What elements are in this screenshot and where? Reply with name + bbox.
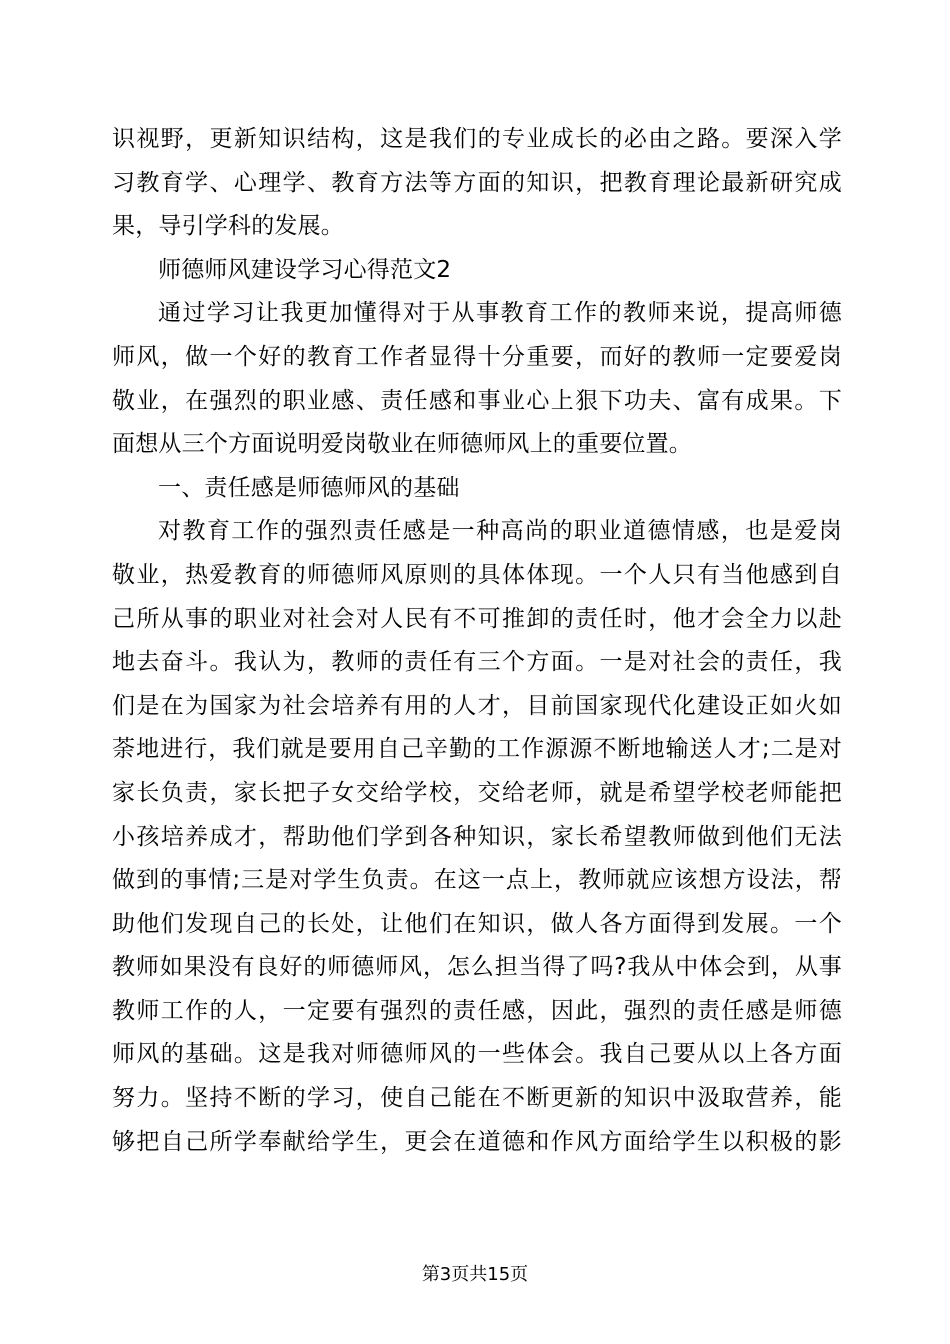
text-line: 识视野，更新知识结构，这是我们的专业成长的必由之路。要深入学 xyxy=(112,126,842,152)
text-line: 果，导引学科的发展。 xyxy=(112,213,344,240)
text-line: 师风的基础。这是我对师德师风的一些体会。我自己要从以上各方面 xyxy=(112,1041,842,1068)
text-line: 们是在为国家为社会培养有用的人才，目前国家现代化建设正如火如 xyxy=(112,692,842,719)
text-line: 努力。坚持不断的学习，使自己能在不断更新的知识中汲取营养，能 xyxy=(112,1085,842,1112)
text-line: 做到的事情;三是对学生负责。在这一点上，教师就应该想方设法，帮 xyxy=(112,867,842,894)
text-line: 教师工作的人，一定要有强烈的责任感，因此，强烈的责任感是师德 xyxy=(112,997,842,1024)
text-line: 地去奋斗。我认为，教师的责任有三个方面。一是对社会的责任，我 xyxy=(112,649,842,676)
text-line: 对教育工作的强烈责任感是一种高尚的职业道德情感，也是爱岗 xyxy=(158,518,842,545)
text-line: 通过学习让我更加懂得对于从事教育工作的教师来说，提高师德 xyxy=(158,300,842,327)
document-body xyxy=(112,118,842,1164)
text-line: 家长负责，家长把子女交给学校，交给老师，就是希望学校老师能把 xyxy=(112,779,842,806)
text-line: 师风，做一个好的教育工作者显得十分重要，而好的教师一定要爱岗 xyxy=(112,343,842,370)
page-number-footer: 第3页共15页 xyxy=(421,1264,529,1285)
text-line: 己所从事的职业对社会对人民有不可推卸的责任时，他才会全力以赴 xyxy=(112,605,842,632)
text-line: 教师如果没有良好的师德师风，怎么担当得了吗?我从中体会到，从事 xyxy=(112,954,842,981)
text-line: 荼地进行，我们就是要用自己辛勤的工作源源不断地输送人才;二是对 xyxy=(112,736,842,763)
text-line: 助他们发现自己的长处，让他们在知识，做人各方面得到发展。一个 xyxy=(112,910,842,937)
text-line: 面想从三个方面说明爱岗敬业在师德师风上的重要位置。 xyxy=(112,431,692,458)
text-line: 小孩培养成才，帮助他们学到各种知识，家长希望教师做到他们无法 xyxy=(112,823,842,850)
text-line: 习教育学、心理学、教育方法等方面的知识，把教育理论最新研究成 xyxy=(112,169,842,196)
text-line: 够把自己所学奉献给学生，更会在道德和作风方面给学生以积极的影 xyxy=(112,1128,842,1155)
text-line: 敬业，在强烈的职业感、责任感和事业心上狠下功夫、富有成果。下 xyxy=(112,387,842,414)
text-line: 敬业，热爱教育的师德师风原则的具体体现。一个人只有当他感到自 xyxy=(112,561,842,588)
text-line: 师德师风建设学习心得范文2 xyxy=(158,256,452,283)
text-line: 一、责任感是师德师风的基础 xyxy=(158,474,460,501)
